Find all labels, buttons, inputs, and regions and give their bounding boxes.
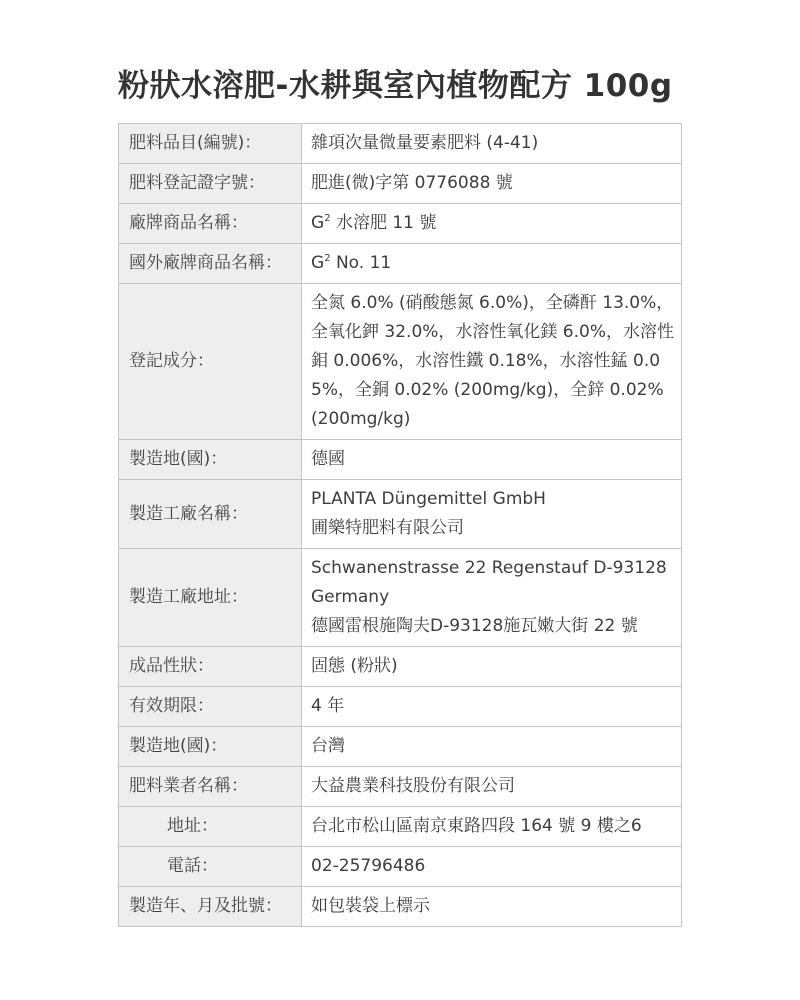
table-row (119, 847, 682, 887)
row-label-company-name: 肥料業者名稱： (119, 767, 302, 807)
brand-name-superscript: 2 (324, 213, 331, 224)
row-value-origin-country: 德國 (302, 440, 682, 480)
row-label-foreign-brand-name: 國外廠牌商品名稱： (119, 244, 302, 284)
brand-name-prefix: G (311, 213, 325, 233)
page-title: 粉狀水溶肥-水耕與室內植物配方 100g (118, 68, 673, 104)
row-value-fertilizer-category: 雜項次量微量要素肥料 (4-41) (302, 124, 682, 164)
product-spec-table (118, 123, 682, 927)
foreign-brand-superscript: 2 (324, 253, 331, 264)
table-row (119, 164, 682, 204)
row-value-brand-name (302, 204, 682, 244)
row-label-factory-name: 製造工廠名稱： (119, 480, 302, 549)
table-row (119, 284, 682, 440)
row-value-registration-number: 肥進(微)字第 0776088 號 (302, 164, 682, 204)
row-label-address: 地址： (119, 807, 302, 847)
row-label-shelf-life: 有效期限： (119, 687, 302, 727)
row-label-origin-country-2: 製造地(國)： (119, 727, 302, 767)
row-value-company-name: 大益農業科技股份有限公司 (302, 767, 682, 807)
row-value-manufacture-date-batch: 如包裝袋上標示 (302, 887, 682, 927)
row-label-origin-country: 製造地(國)： (119, 440, 302, 480)
table-row (119, 767, 682, 807)
table-row (119, 687, 682, 727)
table-row (119, 204, 682, 244)
row-label-brand-name: 廠牌商品名稱： (119, 204, 302, 244)
row-value-ingredients: 全氮 6.0% (硝酸態氮 6.0%)，全磷酐 13.0%，全氧化鉀 32.0%，水溶性氧化鎂 6.0%，水溶性鉬 0.006%，水溶性鐵 0.18%，水溶性錳 0.05%，全銅 0.02% (200mg/kg)，全鋅 0.02% (200mg/kg) (302, 284, 682, 440)
row-label-registration-number: 肥料登記證字號： (119, 164, 302, 204)
row-label-fertilizer-category: 肥料品目(編號)： (119, 124, 302, 164)
row-label-manufacture-date-batch: 製造年、月及批號： (119, 887, 302, 927)
table-row (119, 440, 682, 480)
factory-address-line: Germany (311, 587, 390, 607)
row-value-shelf-life: 4 年 (302, 687, 682, 727)
factory-address-line: Schwanenstrasse 22 Regenstauf D-93128 (311, 558, 667, 578)
row-value-factory-name (302, 480, 682, 549)
foreign-brand-rest: No. 11 (330, 253, 392, 273)
row-label-product-form: 成品性狀： (119, 647, 302, 687)
row-value-phone: 02-25796486 (302, 847, 682, 887)
table-row (119, 727, 682, 767)
table-row (119, 887, 682, 927)
row-value-address: 台北市松山區南京東路四段 164 號 9 樓之6 (302, 807, 682, 847)
row-value-product-form: 固態 (粉狀) (302, 647, 682, 687)
row-value-origin-country-2: 台灣 (302, 727, 682, 767)
brand-name-rest: 水溶肥 11 號 (330, 213, 437, 233)
table-row (119, 124, 682, 164)
row-label-phone: 電話： (119, 847, 302, 887)
row-label-factory-address: 製造工廠地址： (119, 549, 302, 647)
table-row (119, 549, 682, 647)
row-value-foreign-brand-name (302, 244, 682, 284)
foreign-brand-prefix: G (311, 253, 325, 273)
factory-name-line: 圃樂特肥料有限公司 (311, 518, 464, 538)
table-row (119, 480, 682, 549)
factory-name-line: PLANTA Düngemittel GmbH (311, 489, 546, 509)
table-row (119, 807, 682, 847)
table-row (119, 647, 682, 687)
row-value-factory-address (302, 549, 682, 647)
factory-address-line: 德國雷根施陶夫D-93128施瓦嫩大街 22 號 (311, 616, 638, 636)
row-label-ingredients: 登記成分： (119, 284, 302, 440)
table-row (119, 244, 682, 284)
